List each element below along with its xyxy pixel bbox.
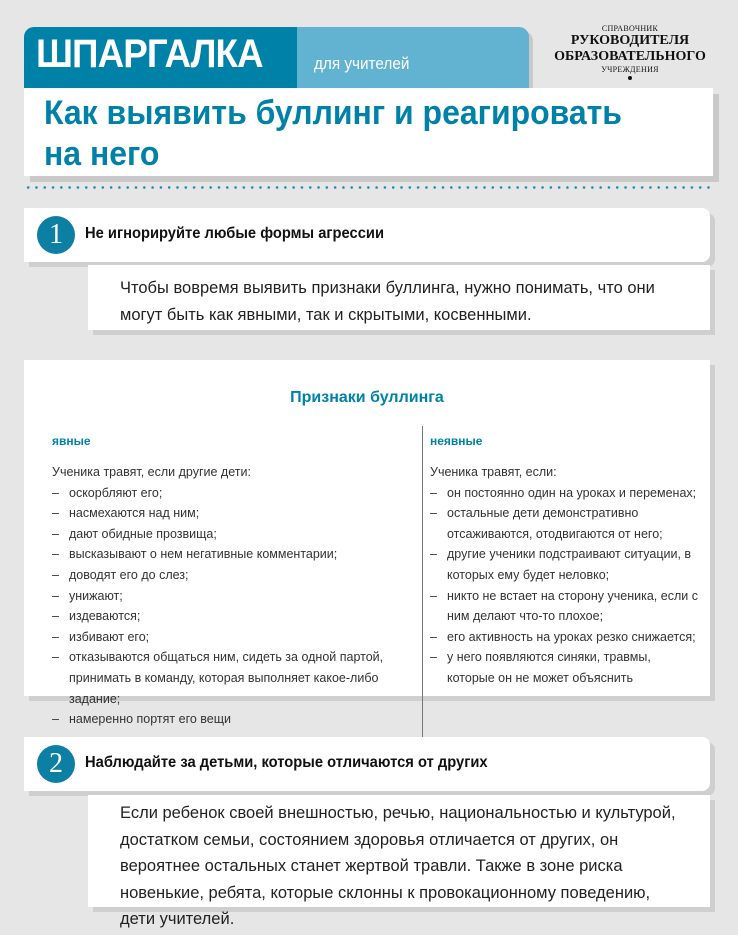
brand-title: ШПАРГАЛКА	[36, 32, 263, 76]
signs-title: Признаки буллинга	[290, 389, 444, 406]
list-item: – доводят его до слез;	[52, 565, 422, 586]
section-number-badge: 2	[37, 745, 75, 783]
implicit-intro: Ученика травят, если:	[430, 465, 557, 479]
list-item: – у него появляются синяки, травмы, которые он не может объяснить	[430, 647, 700, 688]
column-divider	[422, 426, 423, 738]
section-1-header	[24, 208, 710, 262]
explicit-heading: явные	[52, 434, 91, 448]
list-item: – отказываются общаться ним, сидеть за одной партой, принимать в команду, которая выполняет какое-либо задание;	[52, 647, 422, 709]
section-heading: Не игнорируйте любые формы агрессии	[85, 225, 384, 242]
implicit-heading: неявные	[430, 434, 483, 448]
explicit-intro: Ученика травят, если другие дети:	[52, 465, 251, 479]
page-title: Как выявить буллинг и реагировать на него	[44, 94, 622, 173]
implicit-signs	[430, 434, 700, 689]
logo-top: СПРАВОЧНИК	[601, 24, 659, 33]
section-number-badge: 1	[37, 216, 75, 254]
list-item: – намеренно портят его вещи	[52, 709, 422, 730]
implicit-list	[430, 483, 700, 689]
list-item: – остальные дети демонстративно отсаживаются, отодвигаются от него;	[430, 503, 700, 544]
list-item: – никто не встает на сторону ученика, если с ним делают что-то плохое;	[430, 586, 700, 627]
list-item: – его активность на уроках резко снижается;	[430, 627, 700, 648]
logo-line1: РУКОВОДИТЕЛЯ	[570, 33, 690, 48]
logo-dot	[628, 76, 632, 80]
bullying-signs-panel	[24, 360, 710, 727]
logo-bottom: УЧРЕЖДЕНИЯ	[601, 65, 659, 74]
list-item: – другие ученики подстраивают ситуации, в которых ему будет неловко;	[430, 544, 700, 585]
list-item: – насмехаются над ним;	[52, 503, 422, 524]
header-subtitle: для учителей	[314, 54, 410, 73]
list-item: – унижают;	[52, 586, 422, 607]
list-item: – он постоянно один на уроках и переменах;	[430, 483, 700, 504]
list-item: – издеваются;	[52, 606, 422, 627]
list-item: – оскорбляют его;	[52, 483, 422, 504]
explicit-list	[52, 483, 422, 730]
list-item: – избивают его;	[52, 627, 422, 648]
dotted-divider	[24, 186, 714, 189]
list-item: – дают обидные прозвища;	[52, 524, 422, 545]
publisher-logo	[550, 24, 710, 80]
section-heading: Наблюдайте за детьми, которые отличаются от других	[85, 754, 488, 771]
section-2-header	[24, 737, 710, 791]
section-2-text: Если ребенок своей внешностью, речью, национальностью и культурой, достатком семьи, состоянием здоровья отличается от других, он вероятнее остальных станет жертвой травли. Также в зоне риска новенькие, ребята, которые склонны к провокационному поведению, дети учителей.	[88, 795, 710, 907]
list-item: – высказывают о нем негативные комментарии;	[52, 544, 422, 565]
logo-line2: ОБРАЗОВАТЕЛЬНОГО	[554, 49, 706, 64]
explicit-signs	[52, 434, 422, 730]
section-1-text: Чтобы вовремя выявить признаки буллинга, нужно понимать, что они могут быть как явными, так и скрытыми, косвенными.	[88, 265, 710, 330]
